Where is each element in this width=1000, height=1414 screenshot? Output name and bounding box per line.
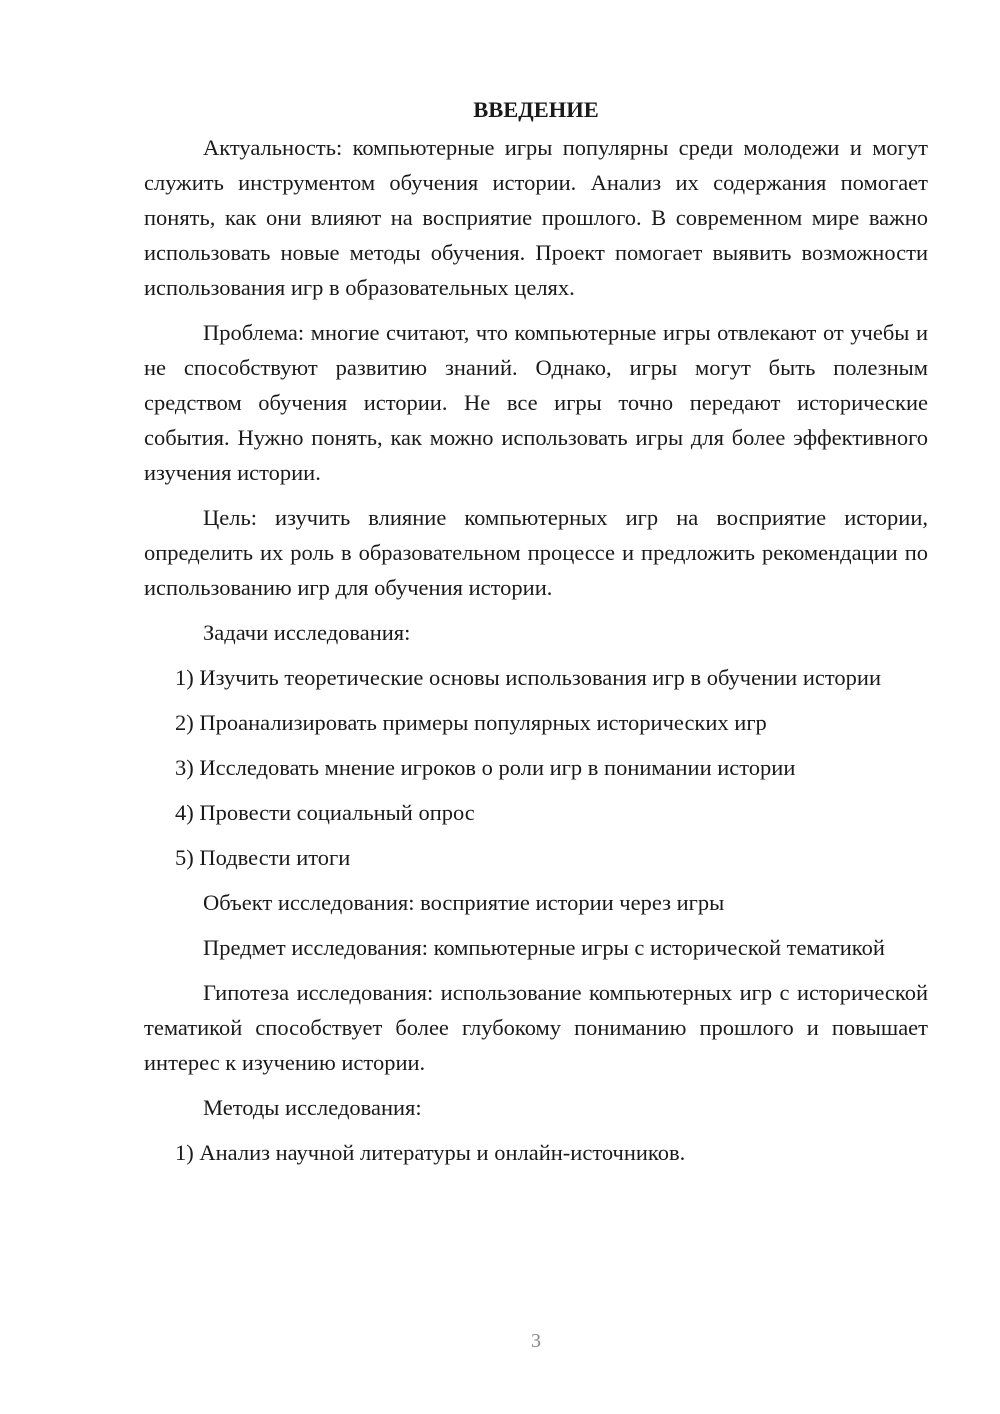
method-item: 1) Анализ научной литературы и онлайн-источников. <box>175 1140 686 1165</box>
paragraph-relevance: Актуальность: компьютерные игры популярны среди молодежи и могут служить инструментом обучения истории. Анализ их содержания помогает понять, как они влияют на восприятие прошлого. В современном мире важно использовать новые методы обучения. Проект помогает выявить возможности использования игр в образовательных целях. <box>144 135 928 300</box>
paragraph-problem: Проблема: многие считают, что компьютерные игры отвлекают от учебы и не способствуют развитию знаний. Однако, игры могут быть полезным средством обучения истории. Не все игры точно передают исторические события. Нужно понять, как можно использовать игры для более эффективного изучения истории. <box>144 320 928 485</box>
task-item: 3) Исследовать мнение игроков о роли игр в понимании истории <box>175 755 796 780</box>
paragraph-subject: Предмет исследования: компьютерные игры с исторической тематикой <box>203 935 885 960</box>
methods-heading: Методы исследования: <box>203 1095 422 1120</box>
task-item: 2) Проанализировать примеры популярных исторических игр <box>175 710 767 735</box>
task-item: 4) Провести социальный опрос <box>175 800 475 825</box>
paragraph-object: Объект исследования: восприятие истории через игры <box>203 890 725 915</box>
section-title: ВВЕДЕНИЕ <box>473 97 599 122</box>
page-content <box>144 94 928 1180</box>
paragraph-hypothesis: Гипотеза исследования: использование компьютерных игр с исторической тематикой способствует более глубокому пониманию прошлого и повышает интерес к изучению истории. <box>144 980 928 1075</box>
tasks-heading: Задачи исследования: <box>203 620 411 645</box>
task-item: 5) Подвести итоги <box>175 845 351 870</box>
paragraph-goal: Цель: изучить влияние компьютерных игр на восприятие истории, определить их роль в образовательном процессе и предложить рекомендации по использованию игр для обучения истории. <box>144 505 928 600</box>
page-number: 3 <box>531 1330 541 1352</box>
task-item: 1) Изучить теоретические основы использования игр в обучении истории <box>175 665 881 690</box>
